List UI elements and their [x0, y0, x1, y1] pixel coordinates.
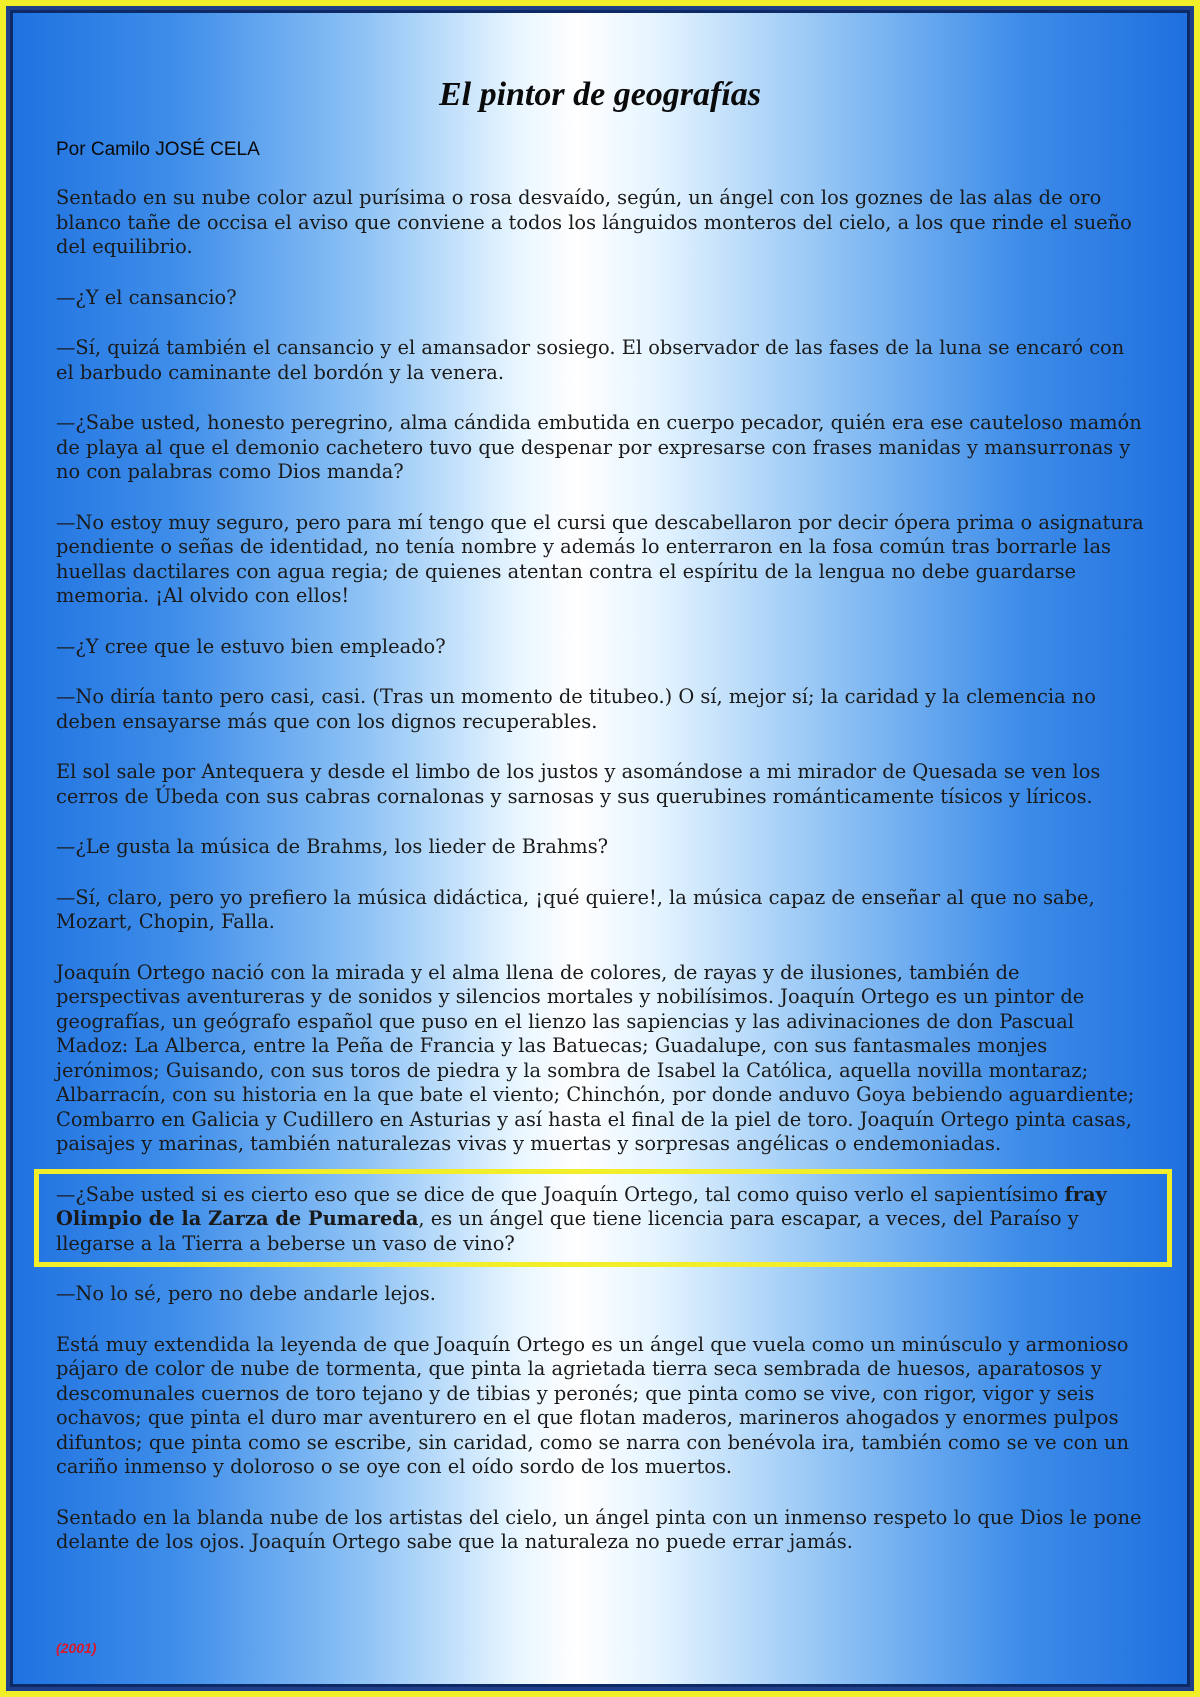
document-title: El pintor de geografías	[438, 76, 762, 113]
paragraph: —No lo sé, pero no debe andarle lejos.	[56, 1282, 436, 1305]
paragraph: Sentado en su nube color azul purísima o rosa desvaído, según, un ángel con los goznes de las alas de oro blanco tañe de occisa el aviso que conviene a todos los lánguidos monteros del cielo, a los que rinde el sueño del equilibrio.	[56, 186, 1132, 258]
paragraph: —No estoy muy seguro, pero para mí tengo que el cursi que descabellaron por decir ópera prima o asignatura pendiente o señas de identidad, no tenía nombre y además lo enterraron en la fosa común tras borrarle las huellas dactilares con agua regia; de quienes atentan contra el espíritu de la lengua no debe guardarse memoria. ¡Al olvido con ellos!	[56, 510, 1144, 607]
paragraph: Está muy extendida la leyenda de que Joaquín Ortego es un ángel que vuela como un minúsculo y armonioso pájaro de color de nube de tormenta, que pinta la agrietada tierra seca sembrada de huesos, aparatosos y descomunales cuernos de toro tejano y de tibias y peronés; que pinta como se vive, con rigor, vigor y seis ochavos; que pinta el duro mar aventurero en el que flotan maderos, marineros ahogados y enormes pulpos difuntos; que pinta como se escribe, sin caridad, como se narra con benévola ira, también como se ve con un cariño inmenso y doloroso o se oye con el oído sordo de los muertos.	[56, 1332, 1129, 1478]
paragraph: —¿Sabe usted, honesto peregrino, alma cándida embutida en cuerpo pecador, quién era ese cauteloso mamón de playa al que el demonio cachetero tuvo que despenar por expresarse con frases manidas y mansurronas y no con palabras como Dios manda?	[56, 411, 1142, 483]
article-body	[56, 186, 1146, 1581]
paragraph: —¿Le gusta la música de Brahms, los lieder de Brahms?	[56, 835, 609, 858]
highlight-text-after: , es un ángel que tiene licencia para escapar, a veces, del Paraíso y llegarse a la Tierra a beberse un vaso de vino?	[56, 1207, 1079, 1255]
paragraph: Sentado en la blanda nube de los artistas del cielo, un ángel pinta con un inmenso respeto lo que Dios le pone delante de los ojos. Joaquín Ortego sabe que la naturaleza no puede errar jamás.	[56, 1505, 1142, 1553]
paragraph: —Sí, quizá también el cansancio y el amansador sosiego. El observador de las fases de la luna se encaró con el barbudo caminante del bordón y la venera.	[56, 336, 1125, 384]
highlighted-paragraph	[56, 1183, 1146, 1257]
highlight-bold-name: fray Olimpio de la Zarza de Pumareda	[56, 1182, 1107, 1230]
paragraph: —¿Y cree que le estuvo bien empleado?	[56, 634, 446, 658]
publication-year: (2001)	[56, 1640, 97, 1656]
author-byline: Por Camilo JOSÉ CELA	[56, 139, 260, 160]
paragraph: Joaquín Ortego nació con la mirada y el alma llena de colores, de rayas y de ilusiones, también de perspectivas aventureras y de sonidos y silencios mortales y nobilísimos. Joaquín Ortego es un pintor de geografías, un geógrafo español que puso en el lienzo las sapiencias y las adivinaciones de don Pascual Madoz: La Alberca, entre la Peña de Francia y las Batuecas; Guadalupe, con sus fantasmales monjes jerónimos; Guisando, con sus toros de piedra y la sombra de Isabel la Católica, aquella novilla montaraz; Albarracín, con su historia en la que bate el viento; Chinchón, por donde anduvo Goya bebiendo aguardiente; Combarro en Galicia y Cudillero en Asturias y así hasta el final de la piel de toro. Joaquín Ortego pinta casas, paisajes y marinas, también naturalezas vivas y muertas y sorpresas angélicas o endemoniadas.	[56, 960, 1135, 1155]
highlight-text-before: —¿Sabe usted si es cierto eso que se dice de que Joaquín Ortego, tal como quiso verlo el sapientísimo	[56, 1182, 1065, 1206]
paragraph: —¿Y el cansancio?	[56, 285, 237, 309]
paragraph: —Sí, claro, pero yo prefiero la música didáctica, ¡qué quiere!, la música capaz de enseñar al que no sabe, Mozart, Chopin, Falla.	[56, 885, 1095, 933]
paragraph: —No diría tanto pero casi, casi. (Tras un momento de titubeo.) O sí, mejor sí; la caridad y la clemencia no deben ensayarse más que con los dignos recuperables.	[56, 685, 1096, 733]
paragraph: El sol sale por Antequera y desde el limbo de los justos y asomándose a mi mirador de Quesada se ven los cerros de Úbeda con sus cabras cornalonas y sarnosas y sus querubines románticamente tísicos y líricos.	[56, 760, 1101, 808]
